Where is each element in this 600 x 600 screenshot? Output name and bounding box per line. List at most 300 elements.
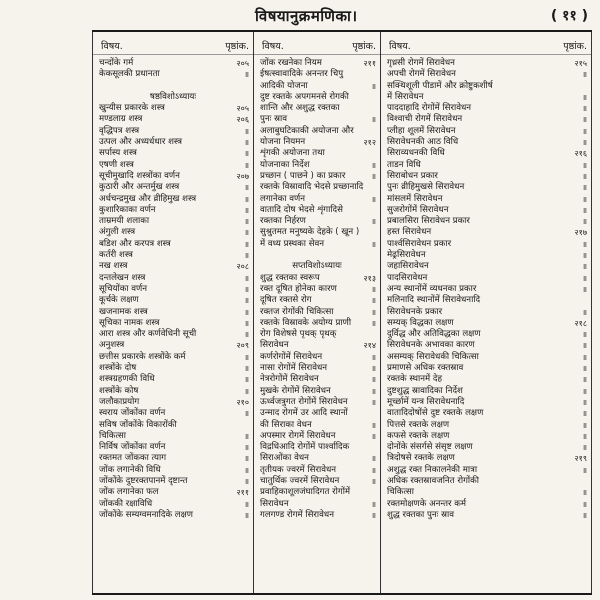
- index-entry: [254, 442, 380, 453]
- entry-page: २०६: [236, 115, 249, 125]
- entry-subject: लगानेका वर्णन: [260, 193, 305, 204]
- entry-page: ॥: [582, 352, 587, 362]
- entry-subject: मांसलमें सिरावेधन: [387, 193, 443, 204]
- index-entry: [381, 103, 591, 114]
- entry-page: २१३: [363, 273, 376, 283]
- index-entry: [254, 295, 380, 306]
- index-entry: [93, 453, 253, 464]
- index-entry: [93, 216, 253, 227]
- index-entry: [381, 420, 591, 431]
- entry-subject: षष्ठविशोऽध्यायः: [149, 91, 197, 102]
- index-entry: [254, 69, 380, 80]
- entry-page: ॥: [582, 273, 587, 283]
- entry-subject: दूषित रक्तसे रोग: [260, 295, 312, 306]
- entry-subject: में वध्य प्रस्थका सेवन: [260, 238, 325, 249]
- index-entry: [254, 374, 380, 385]
- index-entry: [93, 284, 253, 295]
- index-entry: [93, 408, 253, 419]
- entry-subject: विश्वाची रोगमें सिरावेधन: [387, 114, 463, 125]
- entry-subject: जोंकोंके सम्यग्वमनादिके लक्षण: [99, 509, 193, 520]
- column-header-subject: विषय.: [101, 41, 123, 52]
- column-header-subject: विषय.: [262, 41, 284, 52]
- entry-page: ॥: [371, 420, 376, 430]
- entry-subject: शुद्ध रक्तका पुनः स्राव: [387, 509, 455, 520]
- entry-subject: बडिश और करपत्र शस्त्र: [99, 238, 171, 249]
- index-entry: [381, 205, 591, 216]
- index-entry: [381, 340, 591, 351]
- entry-subject: गृध्रसी रोगमें सिरावेधन: [387, 58, 455, 68]
- entry-page: ॥: [582, 330, 587, 340]
- column-header-page: पृष्ठांक.: [352, 41, 376, 52]
- index-entry: [93, 126, 253, 137]
- entry-subject: पाददाहादि रोगोंमें सिरावेधन: [387, 103, 472, 114]
- index-entry: [93, 227, 253, 238]
- index-entry: [93, 160, 253, 171]
- entry-subject: रक्तज रोगोंकी चिकित्सा: [260, 306, 334, 317]
- index-entry: [254, 510, 380, 521]
- entry-subject: उन्माद रोगमें उर आदि स्थानों: [260, 408, 348, 419]
- index-entry: [93, 171, 253, 182]
- entry-subject: जोंक लगानेका फल: [99, 487, 159, 498]
- entry-subject: शस्त्रग्रहणकी विधि: [99, 374, 155, 385]
- entry-page: ॥: [244, 160, 249, 170]
- entry-page: ॥: [244, 126, 249, 136]
- index-entry: [93, 510, 253, 521]
- entry-subject: प्रवाहिकाशूलजंघादिगत रोगोंमें: [260, 487, 351, 498]
- entry-subject: प्रबालसिरा सिरावेधन प्रकार: [387, 216, 470, 227]
- entry-subject: रक्तके विस्रावादि भेदसे प्रच्छानादि: [260, 182, 364, 193]
- entry-subject: रक्तका निर्हरण: [260, 216, 306, 227]
- page-header: [0, 0, 600, 30]
- entry-page: ॥: [582, 307, 587, 317]
- entry-page: ॥: [582, 115, 587, 125]
- entry-subject: आदिकी योजना: [260, 80, 308, 91]
- entry-page: ॥: [244, 138, 249, 148]
- entry-subject: अन्य स्थानोंमें व्यधनका प्रकार: [387, 283, 477, 294]
- entry-page: ॥: [582, 465, 587, 475]
- index-entry: [254, 148, 380, 159]
- entry-subject: पार्श्वसिरावेधन प्रकार: [387, 238, 452, 249]
- index-entry: [93, 307, 253, 318]
- entry-page: ॥: [244, 183, 249, 193]
- index-entry: [381, 363, 591, 374]
- index-entry: [254, 499, 380, 510]
- entry-subject: सूचियोंका वर्णन: [99, 283, 148, 294]
- index-entry: [254, 216, 380, 227]
- entry-page: २०८: [236, 262, 249, 272]
- entry-page: ॥: [582, 364, 587, 374]
- column-header-page: पृष्ठांक.: [225, 41, 249, 52]
- entry-page: २१८: [574, 318, 587, 328]
- index-entry: [93, 182, 253, 193]
- index-entry: [381, 374, 591, 385]
- index-entry: [93, 397, 253, 408]
- entry-subject: जहासिरावेधन: [387, 261, 429, 272]
- entry-subject: अधिक रक्तस्रावजनित रोगोंकी: [387, 475, 479, 486]
- entry-subject: तृतीयक ज्वरमें सिरावेधन: [260, 464, 337, 475]
- entry-page: ॥: [582, 171, 587, 181]
- entry-subject: पादसिरावेधन: [387, 272, 428, 283]
- entry-page: ॥: [582, 194, 587, 204]
- entry-subject: सूचिका नामक शस्त्र: [99, 317, 160, 328]
- entry-page: ॥: [244, 454, 249, 464]
- entry-subject: केकसूलकी प्रधानता: [99, 69, 160, 80]
- entry-subject: मुखके रोगोंमें सिरावेधन: [260, 385, 331, 396]
- index-entry: [381, 431, 591, 442]
- entry-subject: ताम्रमयी शलाका: [99, 216, 150, 227]
- entry-page: ॥: [582, 262, 587, 272]
- index-entry: [254, 239, 380, 250]
- entry-list: [93, 58, 253, 521]
- entry-page: ॥: [371, 318, 376, 328]
- page-number: ( ११ ): [550, 8, 588, 24]
- entry-subject: की सिराका वेधन: [260, 419, 312, 430]
- index-entry: [254, 137, 380, 148]
- index-entry: [93, 476, 253, 487]
- index-entry: [381, 114, 591, 125]
- index-entry: [381, 442, 591, 453]
- entry-page: ॥: [244, 307, 249, 317]
- entry-subject: जोंक रखनेका नियम: [260, 58, 322, 68]
- index-entry: [381, 453, 591, 464]
- entry-subject: रक्तमोक्षणके अनन्तर कर्म: [387, 498, 466, 509]
- index-column-3: [381, 38, 591, 593]
- header-rule: [92, 30, 592, 32]
- index-entry: [381, 397, 591, 408]
- entry-page: ॥: [244, 499, 249, 509]
- entry-subject: में सिरावेधन: [387, 91, 424, 102]
- index-entry: [254, 114, 380, 125]
- entry-page: ॥: [371, 431, 376, 441]
- entry-subject: सविष जोंकोंके विकारोंकी: [99, 419, 177, 430]
- entry-subject: एषणी शस्त्र: [99, 159, 134, 170]
- entry-subject: वातादि दोष भेदसे शृंगादिसे: [260, 204, 343, 215]
- entry-page: ॥: [371, 352, 376, 362]
- entry-page: २०९: [236, 341, 249, 351]
- entry-page: ॥: [244, 476, 249, 486]
- entry-page: २१७: [574, 228, 587, 238]
- entry-page: ॥: [371, 217, 376, 227]
- entry-page: ॥: [582, 92, 587, 102]
- entry-subject: अशुद्ध रक्त निकालनेकी मात्रा: [387, 464, 478, 475]
- index-column-1: [93, 38, 253, 593]
- entry-subject: सूचीमुखादि शस्त्रोंका वर्णन: [99, 170, 180, 181]
- entry-page: ॥: [371, 454, 376, 464]
- entry-page: ॥: [244, 228, 249, 238]
- index-entry: [254, 58, 380, 69]
- entry-page: ॥: [371, 160, 376, 170]
- entry-subject: योजनाका निर्देश: [260, 159, 310, 170]
- index-entry: [381, 182, 591, 193]
- entry-page: ॥: [582, 205, 587, 215]
- entry-subject: सप्तविशोऽध्यायः: [292, 261, 342, 272]
- index-entry: [381, 318, 591, 329]
- entry-subject: रक्तके स्थानमें देह: [387, 374, 443, 385]
- entry-subject: वृद्धिपत्र शस्त्र: [99, 125, 140, 136]
- index-entry: [93, 273, 253, 284]
- index-entry: [381, 499, 591, 510]
- entry-subject: नेत्ररोगोंमें सिरावेधन: [260, 374, 319, 385]
- entry-page: ॥: [582, 251, 587, 261]
- entry-subject: कूर्चके लक्षण: [99, 295, 139, 306]
- index-entry: [254, 431, 380, 442]
- entry-subject: चिकित्सा: [387, 487, 415, 498]
- index-entry: [93, 499, 253, 510]
- index-entry: [381, 81, 591, 92]
- index-entry: [93, 465, 253, 476]
- entry-subject: ईषत्स्वावादिके अनन्तर चिपु: [260, 69, 344, 80]
- index-entry: [381, 386, 591, 397]
- entry-page: ॥: [244, 251, 249, 261]
- index-entry: [93, 340, 253, 351]
- entry-subject: रक्तके विस्रावके अयोग्य प्राणी: [260, 317, 352, 328]
- index-entry: [254, 329, 380, 340]
- index-entry: [254, 171, 380, 182]
- entry-subject: उत्पल और अध्यर्धधार शस्त्र: [99, 137, 183, 148]
- index-entry: [254, 227, 380, 238]
- entry-subject: जोंक लगानेकी विधि: [99, 464, 161, 475]
- entry-page: २०७: [236, 171, 249, 181]
- entry-subject: रोग विशेषसे पृथक् पृथक्: [260, 329, 337, 340]
- entry-subject: वातादिदोषोंसे दुष्ट रक्तके लक्षण: [387, 408, 484, 419]
- entry-page: ॥: [582, 341, 587, 351]
- index-entry: [254, 318, 380, 329]
- entry-page: ॥: [371, 397, 376, 407]
- entry-subject: पुनः व्रीहिमुखसे सिरावेधन: [387, 182, 465, 193]
- entry-subject: चातुर्थिक ज्वरमें सिरावेधन: [260, 475, 340, 486]
- entry-subject: अपची रोगमें सिरावेधन: [387, 69, 456, 80]
- page-title: विषयानुक्रमणिका।: [255, 7, 358, 25]
- entry-page: ॥: [582, 431, 587, 441]
- index-entry: [381, 171, 591, 182]
- entry-page: ॥: [244, 194, 249, 204]
- index-entry: [93, 194, 253, 205]
- index-entry: [381, 408, 591, 419]
- entry-page: ॥: [582, 160, 587, 170]
- entry-subject: गलगण्ड रोगमें सिरावेधन: [260, 509, 334, 520]
- entry-page: ॥: [582, 375, 587, 385]
- entry-page: ॥: [244, 386, 249, 396]
- entry-subject: सिरावेधनके अभावका कारण: [387, 340, 475, 351]
- entry-page: ॥: [371, 465, 376, 475]
- index-entry: [93, 420, 253, 431]
- entry-page: ॥: [582, 488, 587, 498]
- entry-subject: प्लीहा शूलमें सिरावेधन: [387, 125, 456, 136]
- index-entry: [381, 487, 591, 498]
- entry-page: २१०: [236, 397, 249, 407]
- entry-page: ॥: [582, 386, 587, 396]
- index-entry: [381, 227, 591, 238]
- entry-subject: दुर्विद्ध और अतिविद्धका लक्षण: [387, 329, 481, 340]
- entry-subject: सक्थिशूली पीडामें और क्रोष्टुकशीर्ष: [387, 80, 493, 91]
- index-entry: [381, 250, 591, 261]
- entry-page: ॥: [582, 183, 587, 193]
- entry-page: ॥: [371, 296, 376, 306]
- index-entry: [381, 261, 591, 272]
- index-entry: [254, 284, 380, 295]
- index-entry: [381, 148, 591, 159]
- index-entry: [254, 182, 380, 193]
- index-entry: [254, 352, 380, 363]
- entry-page: २१५: [574, 59, 587, 68]
- index-entry: [93, 386, 253, 397]
- index-entry: [93, 374, 253, 385]
- index-column-2: [254, 38, 380, 593]
- entry-subject: सिरावेधनकी आठ विधि: [387, 137, 459, 148]
- index-entry: [381, 476, 591, 487]
- index-entry: [93, 363, 253, 374]
- index-entry: [381, 329, 591, 340]
- entry-page: ॥: [371, 386, 376, 396]
- index-entry: [93, 81, 253, 92]
- entry-page: ॥: [371, 81, 376, 91]
- entry-subject: ऊर्ध्वजत्रुगत रोगोंमें सिरावेधन: [260, 396, 348, 407]
- entry-subject: मेढ्रसिरावेधन: [387, 250, 426, 261]
- entry-subject: कर्णरोगोंमें सिरावेधन: [260, 351, 323, 362]
- entry-page: ॥: [371, 375, 376, 385]
- index-entry: [381, 69, 591, 80]
- chapter-heading: [254, 261, 380, 272]
- index-entry: [93, 58, 253, 69]
- entry-subject: सिरावेधन: [260, 340, 289, 351]
- entry-subject: कुठारी और अन्तर्मुख शस्त्र: [99, 182, 180, 193]
- entry-subject: मूर्च्छामें यन्त्र सिरावेधनादि: [387, 396, 465, 407]
- entry-subject: खुन्यीस प्रकारके शस्त्र: [99, 103, 165, 114]
- entry-subject: अनुशस्त्र: [99, 340, 125, 351]
- index-entry: [93, 487, 253, 498]
- index-entry: [254, 453, 380, 464]
- index-entry: [254, 363, 380, 374]
- entry-subject: जोंकोंके दुष्टरक्तपानमें दृष्टान्त: [99, 475, 188, 486]
- entry-subject: आरा शस्त्र और कर्णवेधिनी सूची: [99, 329, 197, 340]
- entry-subject: विद्रधिआदि रोगोंमें पार्श्वादिक: [260, 442, 350, 453]
- index-entry: [93, 69, 253, 80]
- index-entry: [93, 103, 253, 114]
- entry-page: ॥: [371, 476, 376, 486]
- index-entry: [254, 386, 380, 397]
- entry-page: ॥: [371, 307, 376, 317]
- entry-page: ॥: [371, 115, 376, 125]
- entry-page: ॥: [244, 431, 249, 441]
- index-entry: [254, 103, 380, 114]
- entry-subject: सिरावेधनके प्रकार: [387, 306, 443, 317]
- entry-subject: जलौकाप्रयोग: [99, 396, 140, 407]
- column-header-subject: विषय.: [389, 41, 411, 52]
- index-entry: [93, 137, 253, 148]
- entry-page: ॥: [582, 420, 587, 430]
- entry-subject: शृंगकी अयोजना तथा: [260, 148, 325, 159]
- entry-page: ॥: [244, 149, 249, 159]
- entry-list: [381, 58, 591, 521]
- entry-subject: नासा रोगोंमें सिरावेधन: [260, 363, 328, 374]
- entry-subject: सिराबोधन प्रकार: [387, 170, 438, 181]
- entry-subject: अर्धचन्द्रमुख और व्रीहिमुख शस्त्र: [99, 193, 197, 204]
- entry-subject: अंगुली शस्त्र: [99, 227, 136, 238]
- chapter-heading: [93, 92, 253, 103]
- entry-subject: कर्तरी शस्त्र: [99, 250, 133, 261]
- entry-subject: सिरावेधन: [260, 498, 289, 509]
- index-entry: [254, 160, 380, 171]
- entry-page: २११: [363, 59, 376, 68]
- entry-page: ॥: [244, 273, 249, 283]
- index-entry: [254, 81, 380, 92]
- entry-subject: दुष्ट रक्तके अपगमनसे रोगकी: [260, 91, 349, 102]
- entry-page: ॥: [582, 397, 587, 407]
- entry-page: ॥: [582, 284, 587, 294]
- entry-page: ॥: [582, 239, 587, 249]
- entry-subject: अपस्मार रोगमें सिरावेधन: [260, 430, 336, 441]
- entry-page: ॥: [244, 443, 249, 453]
- index-entry: [381, 137, 591, 148]
- entry-subject: दोनोंके संसर्गसे संसृष्ट लक्षण: [387, 442, 473, 453]
- index-entry: [93, 148, 253, 159]
- entry-page: ॥: [244, 465, 249, 475]
- index-entry: [254, 420, 380, 431]
- index-entry: [254, 250, 380, 261]
- entry-page: २१२: [363, 138, 376, 148]
- entry-subject: शान्ति और अशुद्ध रक्तका: [260, 103, 340, 114]
- entry-page: ॥: [582, 70, 587, 80]
- index-entry: [93, 329, 253, 340]
- entry-page: ॥: [244, 510, 249, 520]
- entry-page: ॥: [244, 409, 249, 419]
- index-entry: [381, 295, 591, 306]
- index-entry: [381, 92, 591, 103]
- entry-subject: खजनामक शस्त्र: [99, 306, 148, 317]
- column-header-page: पृष्ठांक.: [563, 41, 587, 52]
- index-entry: [254, 126, 380, 137]
- index-entry: [254, 408, 380, 419]
- entry-page: ॥: [371, 194, 376, 204]
- entry-subject: सिराओंका वेधन: [260, 453, 309, 464]
- column-divider: [591, 32, 592, 593]
- entry-page: ॥: [371, 510, 376, 520]
- entry-subject: सिराव्यधनकी विधि: [387, 148, 445, 159]
- entry-subject: रक्तमत जोंकका त्याग: [99, 453, 167, 464]
- entry-subject: दन्तलेखन शस्त्र: [99, 272, 146, 283]
- entry-page: ॥: [244, 296, 249, 306]
- entry-page: २१९: [574, 454, 587, 464]
- index-entry: [381, 239, 591, 250]
- entry-subject: पुनः स्राव: [260, 114, 288, 125]
- column-header: [254, 38, 380, 55]
- index-entry: [93, 442, 253, 453]
- index-entry: [254, 476, 380, 487]
- entry-page: ॥: [244, 284, 249, 294]
- index-entry: [93, 114, 253, 125]
- entry-subject: चिकित्सा: [99, 430, 127, 441]
- entry-page: २०५: [236, 59, 249, 68]
- index-entry: [93, 250, 253, 261]
- index-entry: [254, 465, 380, 476]
- entry-subject: अलाबुघटिकाकी अयोजना और: [260, 125, 354, 136]
- index-entry: [93, 318, 253, 329]
- index-entry: [93, 352, 253, 363]
- entry-subject: सर्पास्य शस्त्र: [99, 148, 137, 159]
- entry-subject: नख शस्त्र: [99, 261, 128, 272]
- entry-subject: सुजरोगोंमें सिरावेधन: [387, 204, 449, 215]
- entry-subject: चन्दोंके गर्म: [99, 58, 134, 68]
- index-entry: [381, 510, 591, 521]
- entry-subject: सम्यक् विद्धका लक्षण: [387, 317, 454, 328]
- index-entry: [93, 431, 253, 442]
- entry-subject: शुद्ध रक्तका स्वरूप: [260, 272, 320, 283]
- index-entry: [254, 205, 380, 216]
- entry-page: ॥: [582, 499, 587, 509]
- entry-page: ॥: [244, 239, 249, 249]
- index-entry: [254, 273, 380, 284]
- entry-page: ॥: [371, 364, 376, 374]
